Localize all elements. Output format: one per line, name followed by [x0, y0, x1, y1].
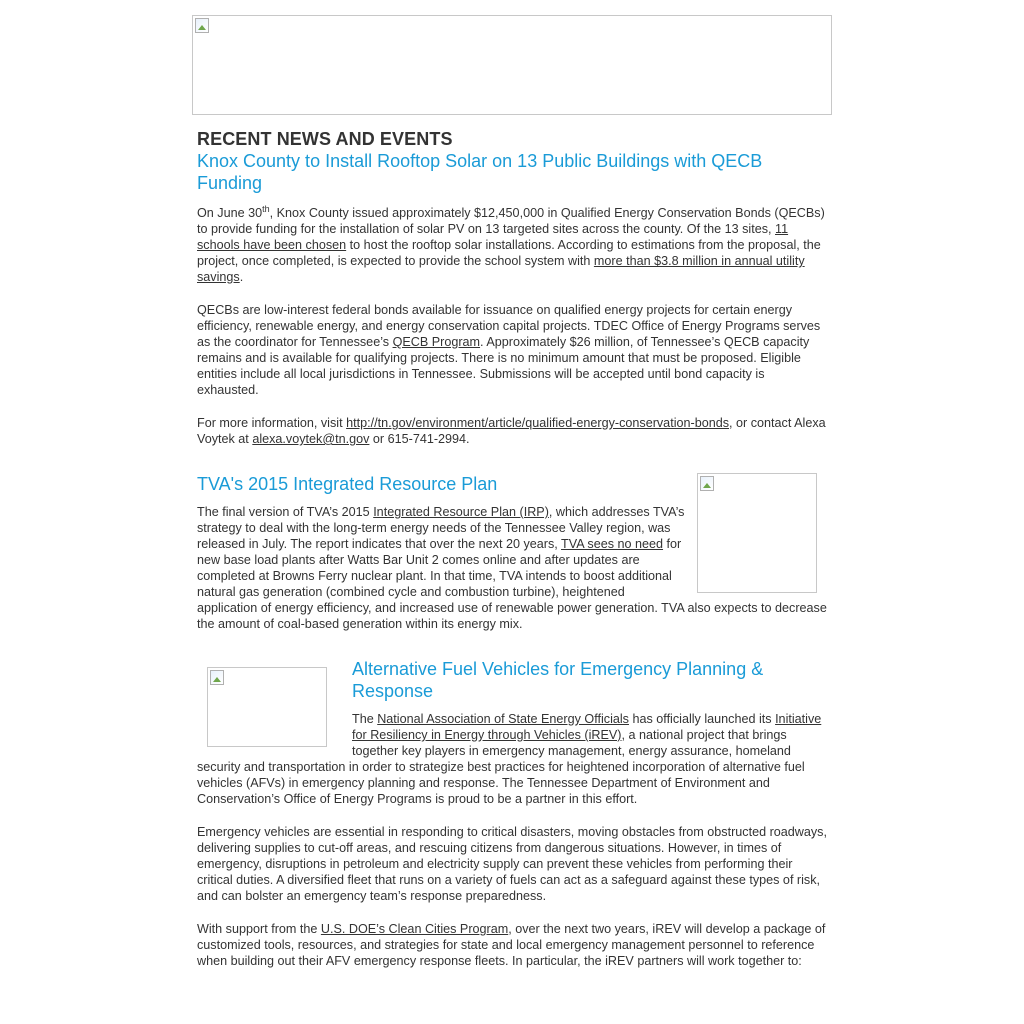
- story-image: [697, 473, 817, 593]
- paragraph: The National Association of State Energy Officials has officially launched its Initiative for Resiliency in Energy through Vehicles (iREV), a national project that brings together key players in emergency management, energy assurance, homeland security and transportation in order to strategize best practices for heightened incorporation of alternative fuel vehicles (AFVs) in emergency planning and response. The Tennessee Department of Environment and Conservation’s Office of Energy Programs is proud to be a partner in this effort.: [197, 712, 822, 806]
- paragraph: QECBs are low-interest federal bonds available for issuance on qualified energy projects for certain energy efficiency, renewable energy, and energy conservation capital projects. TDEC Office of Energy Programs serves as the coordinator for Tennessee’s QECB Program. Approximately $26 million, of Tennessee’s QECB capacity remains and is available for qualifying projects. There is no minimum amount that must be proposed. Eligible entities include all local jurisdictions in Tennessee. Submissions will be accepted until bond capacity is exhausted.: [197, 303, 821, 397]
- link-qecb-program[interactable]: QECB Program: [392, 335, 481, 349]
- link-irev[interactable]: Initiative for Resiliency in Energy through Vehicles (iREV): [352, 712, 822, 742]
- banner-image: [192, 15, 832, 115]
- story-title: TVA's 2015 Integrated Resource Plan: [197, 474, 498, 494]
- link-tva-sees-no-need[interactable]: TVA sees no need: [561, 537, 664, 551]
- paragraph: The final version of TVA’s 2015 Integrated Resource Plan (IRP), which addresses TVA’s strategy to deal with the long-term energy needs of the Tennessee Valley region, was released in July. The report indicates that over the next 20 years, TVA sees no need for new base load plants after Watts Bar Unit 2 comes online and after updates are completed at Browns Ferry nuclear plant. In that time, TVA intends to boost additional natural gas generation (combined cycle and combustion turbine), heightened application of energy efficiency, and increased use of renewable power generation. TVA also expects to decrease the amount of coal-based generation within its energy mix.: [197, 505, 827, 631]
- link-clean-cities[interactable]: U.S. DOE’s Clean Cities Program: [320, 922, 509, 936]
- newsletter: [192, 15, 832, 969]
- link-utility-savings[interactable]: more than $3.8 million in annual utility savings: [197, 254, 805, 284]
- paragraph: On June 30th, Knox County issued approximately $12,450,000 in Qualified Energy Conservation Bonds (QECBs) to provide funding for the installation of solar PV on 13 targeted sites across the county. Of the 13 sites, 11 schools have been chosen to host the rooftop solar installations. According to estimations from the proposal, the project, once completed, is expected to provide the school system with more than $3.8 million in annual utility savings.: [197, 203, 825, 284]
- paragraph: For more information, visit http://tn.gov/environment/article/qualified-energy-conservation-bonds, or contact Alexa Voytek at alexa.voytek@tn.gov or 615-741-2994.: [197, 416, 826, 446]
- story-title: Knox County to Install Rooftop Solar on 13 Public Buildings with QECB Funding: [197, 151, 763, 193]
- link-qecb-url[interactable]: http://tn.gov/environment/article/qualified-energy-conservation-bonds: [346, 416, 730, 430]
- story-image: [207, 667, 327, 747]
- story-knox-county: [197, 150, 827, 447]
- email-link[interactable]: alexa.voytek@tn.gov: [252, 432, 370, 446]
- paragraph: Emergency vehicles are essential in responding to critical disasters, moving obstacles from obstructed roadways, delivering supplies to cut-off areas, and rescuing citizens from dangerous situations. However, in times of emergency, disruptions in petroleum and electricity supply can prevent these vehicles from performing their critical duties. A diversified fleet that runs on a variety of fuels can act as a safeguard against these types of risk, and can bolster an emergency team’s response preparedness.: [197, 825, 827, 903]
- link-irp[interactable]: Integrated Resource Plan (IRP): [373, 505, 549, 519]
- section-title: RECENT NEWS AND EVENTS: [197, 129, 453, 149]
- link-naseo[interactable]: National Association of State Energy Officials: [377, 712, 629, 726]
- story-tva-irp: [197, 473, 827, 632]
- content: [192, 128, 832, 969]
- paragraph: With support from the U.S. DOE’s Clean Cities Program, over the next two years, iREV will develop a package of customized tools, resources, and strategies for state and local emergency management personnel to reference when building out their AFV emergency response fleets. In particular, the iREV partners will work together to:: [197, 922, 826, 968]
- story-afv: [197, 658, 827, 969]
- link-11-schools[interactable]: 11 schools have been chosen: [197, 222, 789, 252]
- story-title: Alternative Fuel Vehicles for Emergency Planning & Response: [352, 659, 764, 701]
